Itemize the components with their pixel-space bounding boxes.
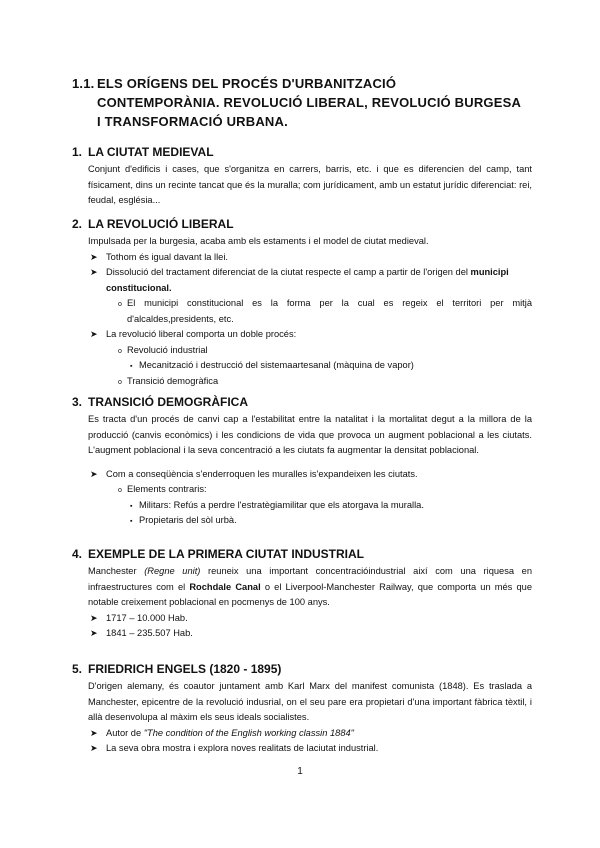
section-paragraph: Conjunt d'edificis i cases, que s'organitza en carrers, barris, etc. i que es diferencien del camp, tant físicament, dins un recinte tancat que és la muralla; com jurídicament, amb un estatut jurídic diferenciat: rei, feudal, església... bbox=[88, 164, 532, 205]
list-item bbox=[118, 296, 532, 327]
list-item bbox=[90, 611, 532, 627]
list-item bbox=[90, 250, 532, 266]
list-item-text: La seva obra mostra i explora noves realitats de laciutat industrial. bbox=[106, 743, 379, 753]
arrow-bullet-icon: ➤ bbox=[90, 468, 98, 479]
section-heading-text: LA CIUTAT MEDIEVAL bbox=[88, 145, 214, 159]
list-item bbox=[90, 741, 532, 757]
arrow-bullet-icon: ➤ bbox=[90, 251, 98, 262]
list-item-text: Transició demogràfica bbox=[127, 375, 219, 386]
list-item bbox=[90, 265, 532, 296]
arrow-bullet-icon: ➤ bbox=[90, 743, 98, 753]
section-paragraph: Impulsada per la burgesia, acaba amb els estaments i el model de ciutat medieval. bbox=[88, 236, 429, 246]
bold-term: municipi constitucional. bbox=[106, 267, 509, 293]
square-bullet-icon: ▪ bbox=[130, 518, 133, 525]
bold-term: Rochdale Canal bbox=[189, 581, 261, 592]
list-item-text: Tothom és igual davant la llei. bbox=[106, 251, 228, 262]
para-text: Manchester bbox=[88, 566, 145, 576]
section-heading-text: LA REVOLUCIÓ LIBERAL bbox=[88, 217, 234, 231]
section-transicio-demografica bbox=[72, 394, 532, 529]
italic-term: (Regne unit) bbox=[144, 566, 201, 576]
list-item-text: Elements contraris: bbox=[127, 484, 207, 494]
section-number: 1. bbox=[72, 145, 83, 159]
para-text: reuneix una important concentracióindustrial així com una riquesa en infraestructures com el bbox=[88, 566, 532, 592]
section-ciutat-medieval bbox=[72, 144, 532, 209]
list-item bbox=[130, 498, 532, 514]
list-item-text: 1841 – 235.507 Hab. bbox=[106, 628, 193, 638]
list-item-text: Revolució industrial bbox=[127, 344, 208, 355]
section-heading bbox=[72, 144, 532, 160]
para-text: o el Liverpool-Manchester Railway, que comporta un més que notable creixement poblacional en pocmenys de 100 anys. bbox=[88, 581, 533, 607]
list-item bbox=[118, 374, 532, 390]
section-heading bbox=[72, 546, 532, 562]
section-friedrich-engels bbox=[72, 661, 532, 757]
section-number: 3. bbox=[72, 395, 83, 409]
list-item-text: El municipi constitucional es la forma per la cual es regeix el territori per mitjà d'alcaldes,presidents, etc. bbox=[127, 298, 532, 324]
section-heading-text: FRIEDRICH ENGELS (1820 - 1895) bbox=[88, 662, 282, 676]
list-item-text: Com a conseqüència s'enderroquen les muralles is'expandeixen les ciutats. bbox=[106, 468, 418, 479]
title-text: ELS ORÍGENS DEL PROCÉS D'URBANITZACIÓ CONTEMPORÀNIA. REVOLUCIÓ LIBERAL, REVOLUCIÓ BURGESA I TRANSFORMACIÓ URBANA. bbox=[97, 76, 521, 129]
list-item bbox=[118, 343, 532, 359]
arrow-bullet-icon: ➤ bbox=[90, 329, 98, 339]
section-primera-ciutat-industrial bbox=[72, 546, 532, 642]
italic-title: "The condition of the English working classin 1884" bbox=[143, 727, 354, 738]
circle-bullet-icon: o bbox=[118, 301, 122, 308]
section-paragraph: D'origen alemany, és coautor juntament amb Karl Marx del manifest comunista (1848). Es traslada a Manchester, epicentre de la revolució indusrial, on el seu pare era propietari d'una important fàbrica tèxtil, i allà desenvolupa al màxim els seus ideals socialistes. bbox=[88, 681, 532, 722]
section-revolucio-liberal bbox=[72, 216, 532, 389]
arrow-bullet-icon: ➤ bbox=[90, 727, 98, 738]
square-bullet-icon: ▪ bbox=[130, 363, 133, 370]
list-item-text: 1717 – 10.000 Hab. bbox=[106, 612, 188, 623]
list-item-text: Propietaris del sòl urbà. bbox=[139, 515, 237, 525]
section-number: 2. bbox=[72, 217, 83, 231]
circle-bullet-icon: o bbox=[118, 347, 122, 355]
section-paragraph: Es tracta d'un procés de canvi cap a l'estabilitat entre la natalitat i la mortalitat degut a la millora de la producció (canvis econòmics) i les condicions de vida que provoca un augment poblacional a les ciutats. L'augment poblacional i la seva concentració a les ciutats fa augmentar la densitat poblacional. bbox=[88, 414, 532, 455]
circle-bullet-icon: o bbox=[118, 487, 122, 494]
list-item bbox=[90, 626, 532, 642]
section-paragraph bbox=[88, 564, 532, 611]
circle-bullet-icon: o bbox=[118, 378, 122, 386]
list-item-text: Dissolució del tractament diferenciat de la ciutat respecte el camp a partir de l'origen del bbox=[106, 267, 471, 277]
list-item bbox=[130, 513, 532, 529]
arrow-bullet-icon: ➤ bbox=[90, 267, 98, 277]
section-heading bbox=[72, 661, 532, 677]
list-item bbox=[118, 482, 532, 498]
list-item bbox=[130, 358, 532, 374]
arrow-bullet-icon: ➤ bbox=[90, 612, 98, 623]
arrow-bullet-icon: ➤ bbox=[90, 628, 98, 638]
section-heading-text: TRANSICIÓ DEMOGRÀFICA bbox=[88, 395, 248, 409]
section-heading-text: EXEMPLE DE LA PRIMERA CIUTAT INDUSTRIAL bbox=[88, 547, 364, 561]
section-heading bbox=[72, 394, 532, 410]
list-item bbox=[90, 467, 532, 483]
square-bullet-icon: ▪ bbox=[130, 502, 133, 510]
section-heading bbox=[72, 216, 532, 232]
list-item bbox=[90, 327, 532, 343]
title-number: 1.1. bbox=[72, 76, 95, 91]
list-item-text: Mecanització i destrucció del sistemaartesanal (màquina de vapor) bbox=[139, 360, 414, 370]
list-item bbox=[90, 726, 532, 742]
section-number: 5. bbox=[72, 662, 83, 676]
section-number: 4. bbox=[72, 547, 83, 561]
list-item-text: Autor de bbox=[106, 727, 144, 738]
page-number: 1 bbox=[297, 766, 303, 777]
main-title bbox=[72, 74, 522, 131]
list-item-text: La revolució liberal comporta un doble procés: bbox=[106, 329, 297, 339]
list-item-text: Militars: Refús a perdre l'estratègiamilitar que els atorgava la muralla. bbox=[139, 499, 424, 510]
